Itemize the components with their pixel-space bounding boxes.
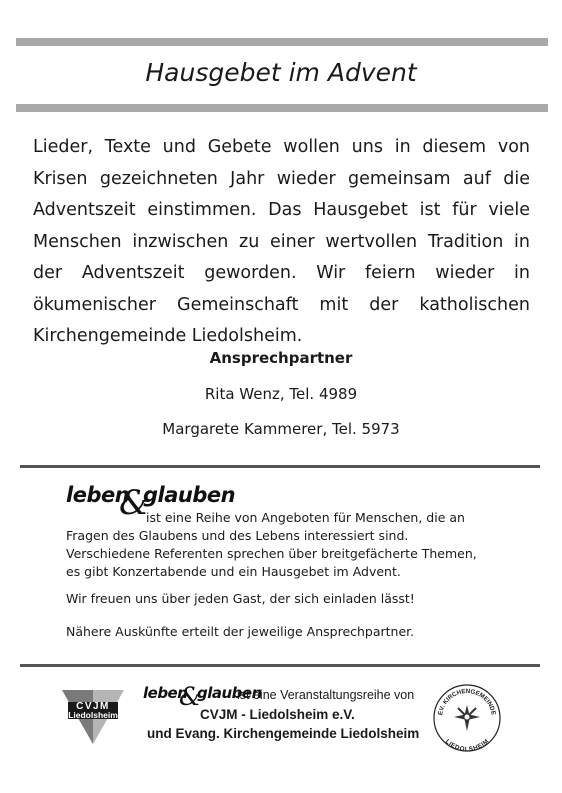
svg-text:LIEDOLSHEIM: [444, 738, 490, 753]
top-bar-upper: [16, 38, 548, 46]
contact-person-1: Rita Wenz, Tel. 4989: [204, 385, 358, 403]
footer-logo-leben: leben: [143, 684, 188, 702]
logo-ampersand: &: [119, 483, 150, 523]
footer-logo-glauben: glauben: [197, 684, 262, 702]
welcome-text: Wir freuen uns über jeden Gast, der sich einladen lässt!: [66, 591, 415, 606]
seal-cross-icon: [454, 705, 480, 731]
info-text: Nähere Auskünfte erteilt der jeweilige Ansprechpartner.: [66, 624, 415, 639]
footer-org-1: CVJM - Liedolsheim e.V.: [200, 707, 355, 722]
section-divider-lower: [20, 664, 540, 667]
leben-glauben-line-2: Fragen des Glaubens und des Lebens interessiert sind.: [66, 528, 409, 543]
logo-leben: leben: [66, 483, 130, 507]
leben-glauben-line-3: Verschiedene Referenten sprechen über breitgefächerte Themen,: [66, 546, 477, 561]
intro-paragraph: Lieder, Texte und Gebete wollen uns in diesem von Krisen gezeichneten Jahr wieder gemeinsam auf die Adventszeit einstimmen. Das Hausgebet ist für viele Menschen inzwischen zu einer wertvollen Tradition in der Adventszeit geworden. Wir feiern wieder in ökumenischer Gemeinschaft mit der katholischen Kirchengemeinde Liedolsheim.: [33, 137, 530, 346]
footer-logo-ampersand: &: [179, 682, 202, 711]
seal-text-top: EV. KIRCHENGEMEINDE: [437, 687, 497, 716]
footer-series-text: ist eine Veranstaltungsreihe von: [237, 688, 415, 702]
leben-glauben-line-1: ist eine Reihe von Angeboten für Menschen, die an: [146, 510, 465, 525]
top-bar-lower: [16, 104, 548, 112]
leben-glauben-line-4: es gibt Konzertabende und ein Hausgebet im Advent.: [66, 564, 401, 579]
seal-text-bottom: LIEDOLSHEIM: [443, 738, 491, 753]
contact-person-2: Margarete Kammerer, Tel. 5973: [162, 420, 400, 438]
cvjm-logo-bottom: Liedolsheim: [68, 710, 118, 720]
footer-org-2: und Evang. Kirchengemeinde Liedolsheim: [147, 726, 420, 741]
cvjm-logo: [60, 688, 126, 746]
cvjm-logo-top: CVJM: [76, 701, 110, 712]
contact-heading: Ansprechpartner: [209, 349, 353, 367]
church-seal: [432, 683, 502, 753]
section-divider-upper: [20, 465, 540, 468]
logo-glauben: glauben: [143, 483, 236, 507]
church-seal-icon: [432, 683, 502, 753]
page-title: Hausgebet im Advent: [145, 58, 417, 87]
